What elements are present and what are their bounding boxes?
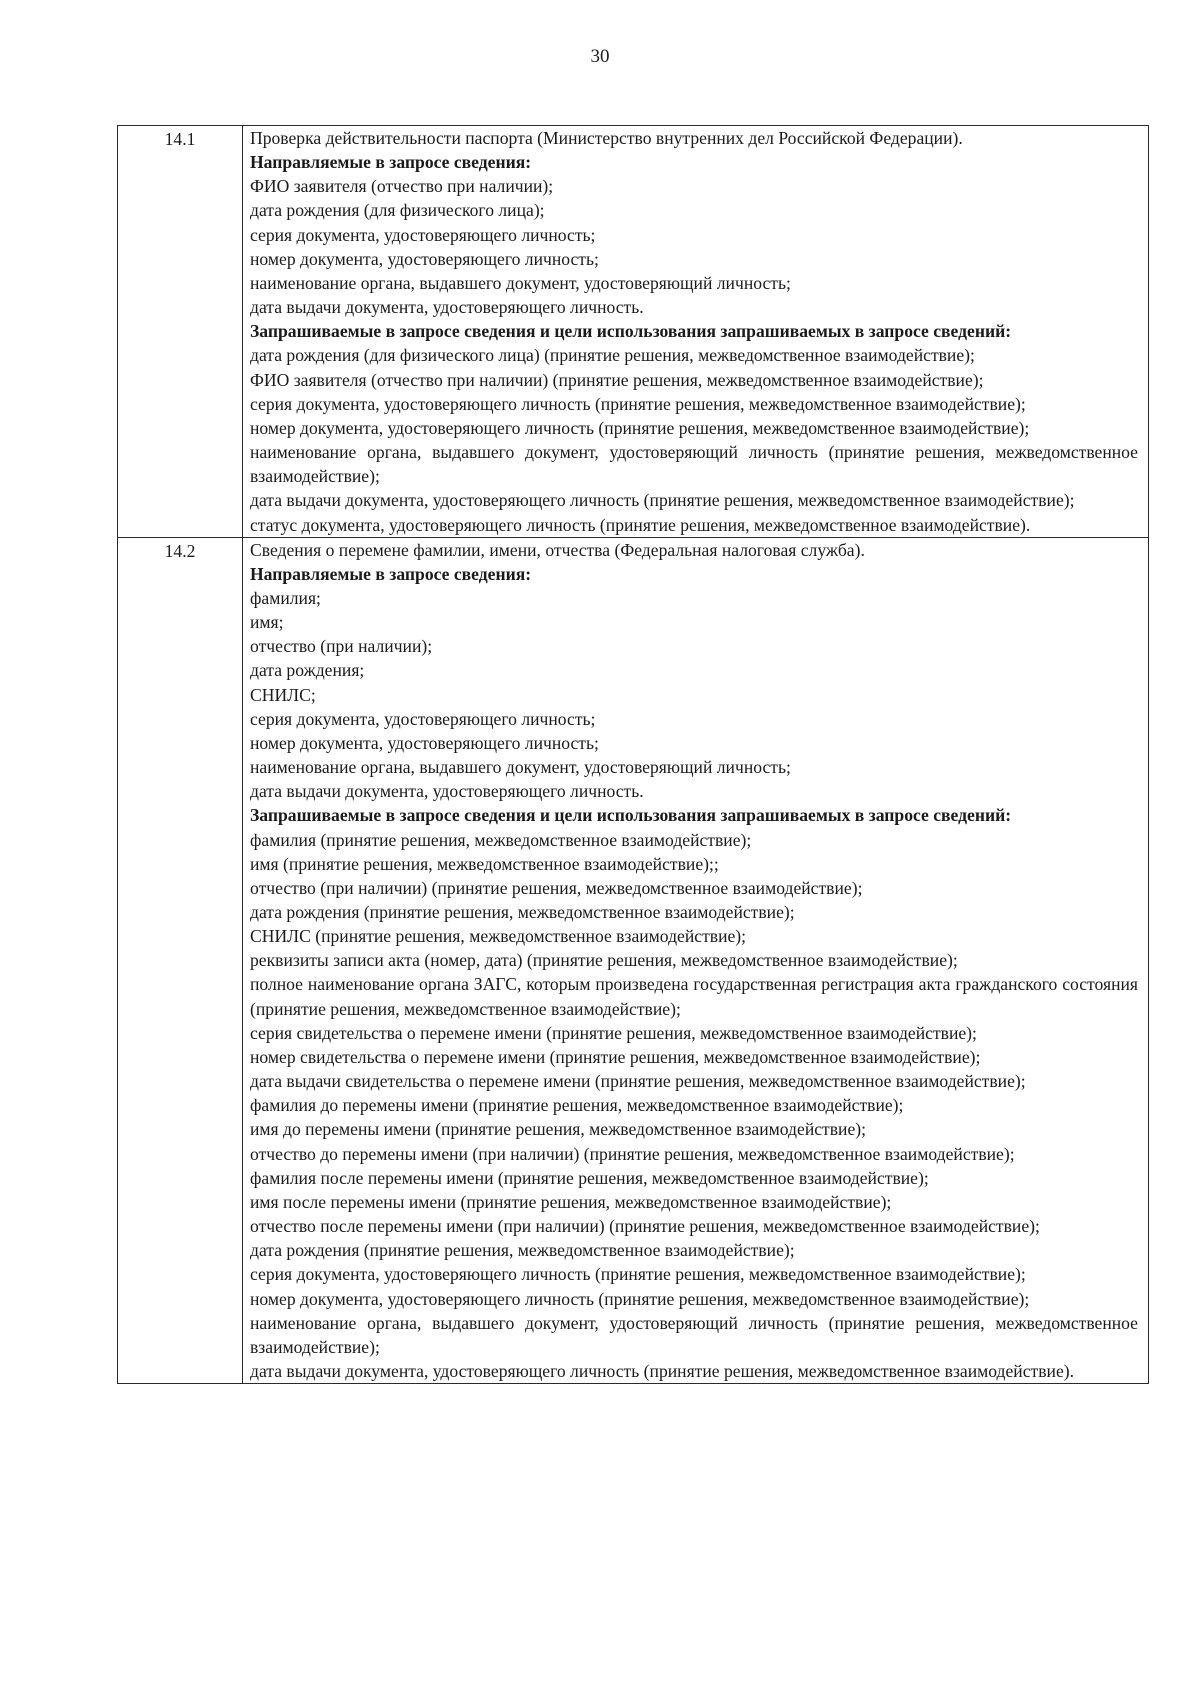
content-line: дата выдачи документа, удостоверяющего личность. [250,781,644,802]
section-heading: Запрашиваемые в запросе сведения и цели использования запрашиваемых в запросе сведений: [250,321,1012,342]
content-line: номер документа, удостоверяющего личность; [250,248,599,269]
row-number-cell [118,537,243,1383]
content-line: фамилия после перемены имени (принятие решения, межведомственное взаимодействие); [250,1167,929,1188]
content-line: отчество до перемены имени (при наличии) (принятие решения, межведомственное взаимодействие); [250,1143,1015,1164]
content-line: дата рождения (для физического лица); [250,200,545,221]
content-line: отчество (при наличии) (принятие решения, межведомственное взаимодействие); [250,877,863,898]
row-number-cell [118,126,243,538]
content-line: дата выдачи документа, удостоверяющего личность. [250,297,644,318]
page-number: 30 [590,46,610,67]
content-line: серия документа, удостоверяющего личность (принятие решения, межведомственное взаимодействие); [250,393,1026,414]
content-line: имя; [250,612,284,633]
content-line: дата рождения (принятие решения, межведомственное взаимодействие); [250,1240,795,1261]
row-number: 14.2 [164,540,196,561]
content-line: серия документа, удостоверяющего личность; [250,224,596,245]
document-table [117,125,1149,1384]
content-line: дата рождения; [250,660,365,681]
content-line: дата рождения (для физического лица) (принятие решения, межведомственное взаимодействие); [250,345,975,366]
content-line: Проверка действительности паспорта (Министерство внутренних дел Российской Федерации). [250,128,963,148]
content-line: фамилия (принятие решения, межведомственное взаимодействие); [250,829,752,850]
section-heading: Направляемые в запросе сведения: [250,152,532,173]
content-line: СНИЛС; [250,684,316,705]
table-row [118,126,1149,538]
row-number: 14.1 [164,129,196,149]
content-line: номер документа, удостоверяющего личность; [250,732,599,753]
table-row [118,537,1149,1383]
content-line: полное наименование органа ЗАГС, которым произведена государственная регистрация акта гражданского состояния (принятие решения, межведомственное взаимодействие); [250,974,1138,1019]
content-line: серия документа, удостоверяющего личность; [250,708,596,729]
content-line: наименование органа, выдавшего документ, удостоверяющий личность; [250,757,791,778]
content-line: ФИО заявителя (отчество при наличии); [250,176,554,197]
content-line: серия документа, удостоверяющего личность (принятие решения, межведомственное взаимодействие); [250,1264,1026,1285]
content-line: Сведения о перемене фамилии, имени, отчества (Федеральная налоговая служба). [250,539,865,560]
row-content-cell [243,126,1149,538]
content-line: дата выдачи свидетельства о перемене имени (принятие решения, межведомственное взаимодействие); [250,1071,1026,1092]
content-line: дата выдачи документа, удостоверяющего личность (принятие решения, межведомственное взаимодействие); [250,490,1075,511]
content-line: статус документа, удостоверяющего личность (принятие решения, межведомственное взаимодействие). [250,514,1031,535]
content-line: серия свидетельства о перемене имени (принятие решения, межведомственное взаимодействие); [250,1022,977,1043]
content-line: отчество после перемены имени (при наличии) (принятие решения, межведомственное взаимодействие); [250,1216,1040,1237]
content-line: реквизиты записи акта (номер, дата) (принятие решения, межведомственное взаимодействие); [250,950,958,971]
content-line: имя до перемены имени (принятие решения, межведомственное взаимодействие); [250,1119,867,1140]
content-line: наименование органа, выдавшего документ, удостоверяющий личность; [250,272,791,293]
content-line: номер документа, удостоверяющего личность (принятие решения, межведомственное взаимодействие); [250,417,1030,438]
content-line: ФИО заявителя (отчество при наличии) (принятие решения, межведомственное взаимодействие); [250,369,984,390]
content-line: отчество (при наличии); [250,636,433,657]
content-line: имя после перемены имени (принятие решения, межведомственное взаимодействие); [250,1191,892,1212]
content-line: имя (принятие решения, межведомственное взаимодействие);; [250,853,719,874]
content-line: фамилия; [250,587,321,608]
table-body [118,126,1149,1384]
content-line: дата выдачи документа, удостоверяющего личность (принятие решения, межведомственное взаимодействие). [250,1360,1075,1381]
section-heading: Запрашиваемые в запросе сведения и цели использования запрашиваемых в запросе сведений: [250,805,1012,826]
content-line: номер документа, удостоверяющего личность (принятие решения, межведомственное взаимодействие); [250,1288,1030,1309]
content-line: номер свидетельства о перемене имени (принятие решения, межведомственное взаимодействие); [250,1046,981,1067]
section-heading: Направляемые в запросе сведения: [250,563,532,584]
content-line: наименование органа, выдавшего документ, удостоверяющий личность (принятие решения, межведомственное взаимодействие); [250,442,1138,487]
content-line: СНИЛС (принятие решения, межведомственное взаимодействие); [250,926,747,947]
row-content-cell [243,537,1149,1383]
content-line: фамилия до перемены имени (принятие решения, межведомственное взаимодействие); [250,1095,904,1116]
content-line: наименование органа, выдавшего документ, удостоверяющий личность (принятие решения, межведомственное взаимодействие); [250,1312,1138,1357]
content-line: дата рождения (принятие решения, межведомственное взаимодействие); [250,902,795,922]
